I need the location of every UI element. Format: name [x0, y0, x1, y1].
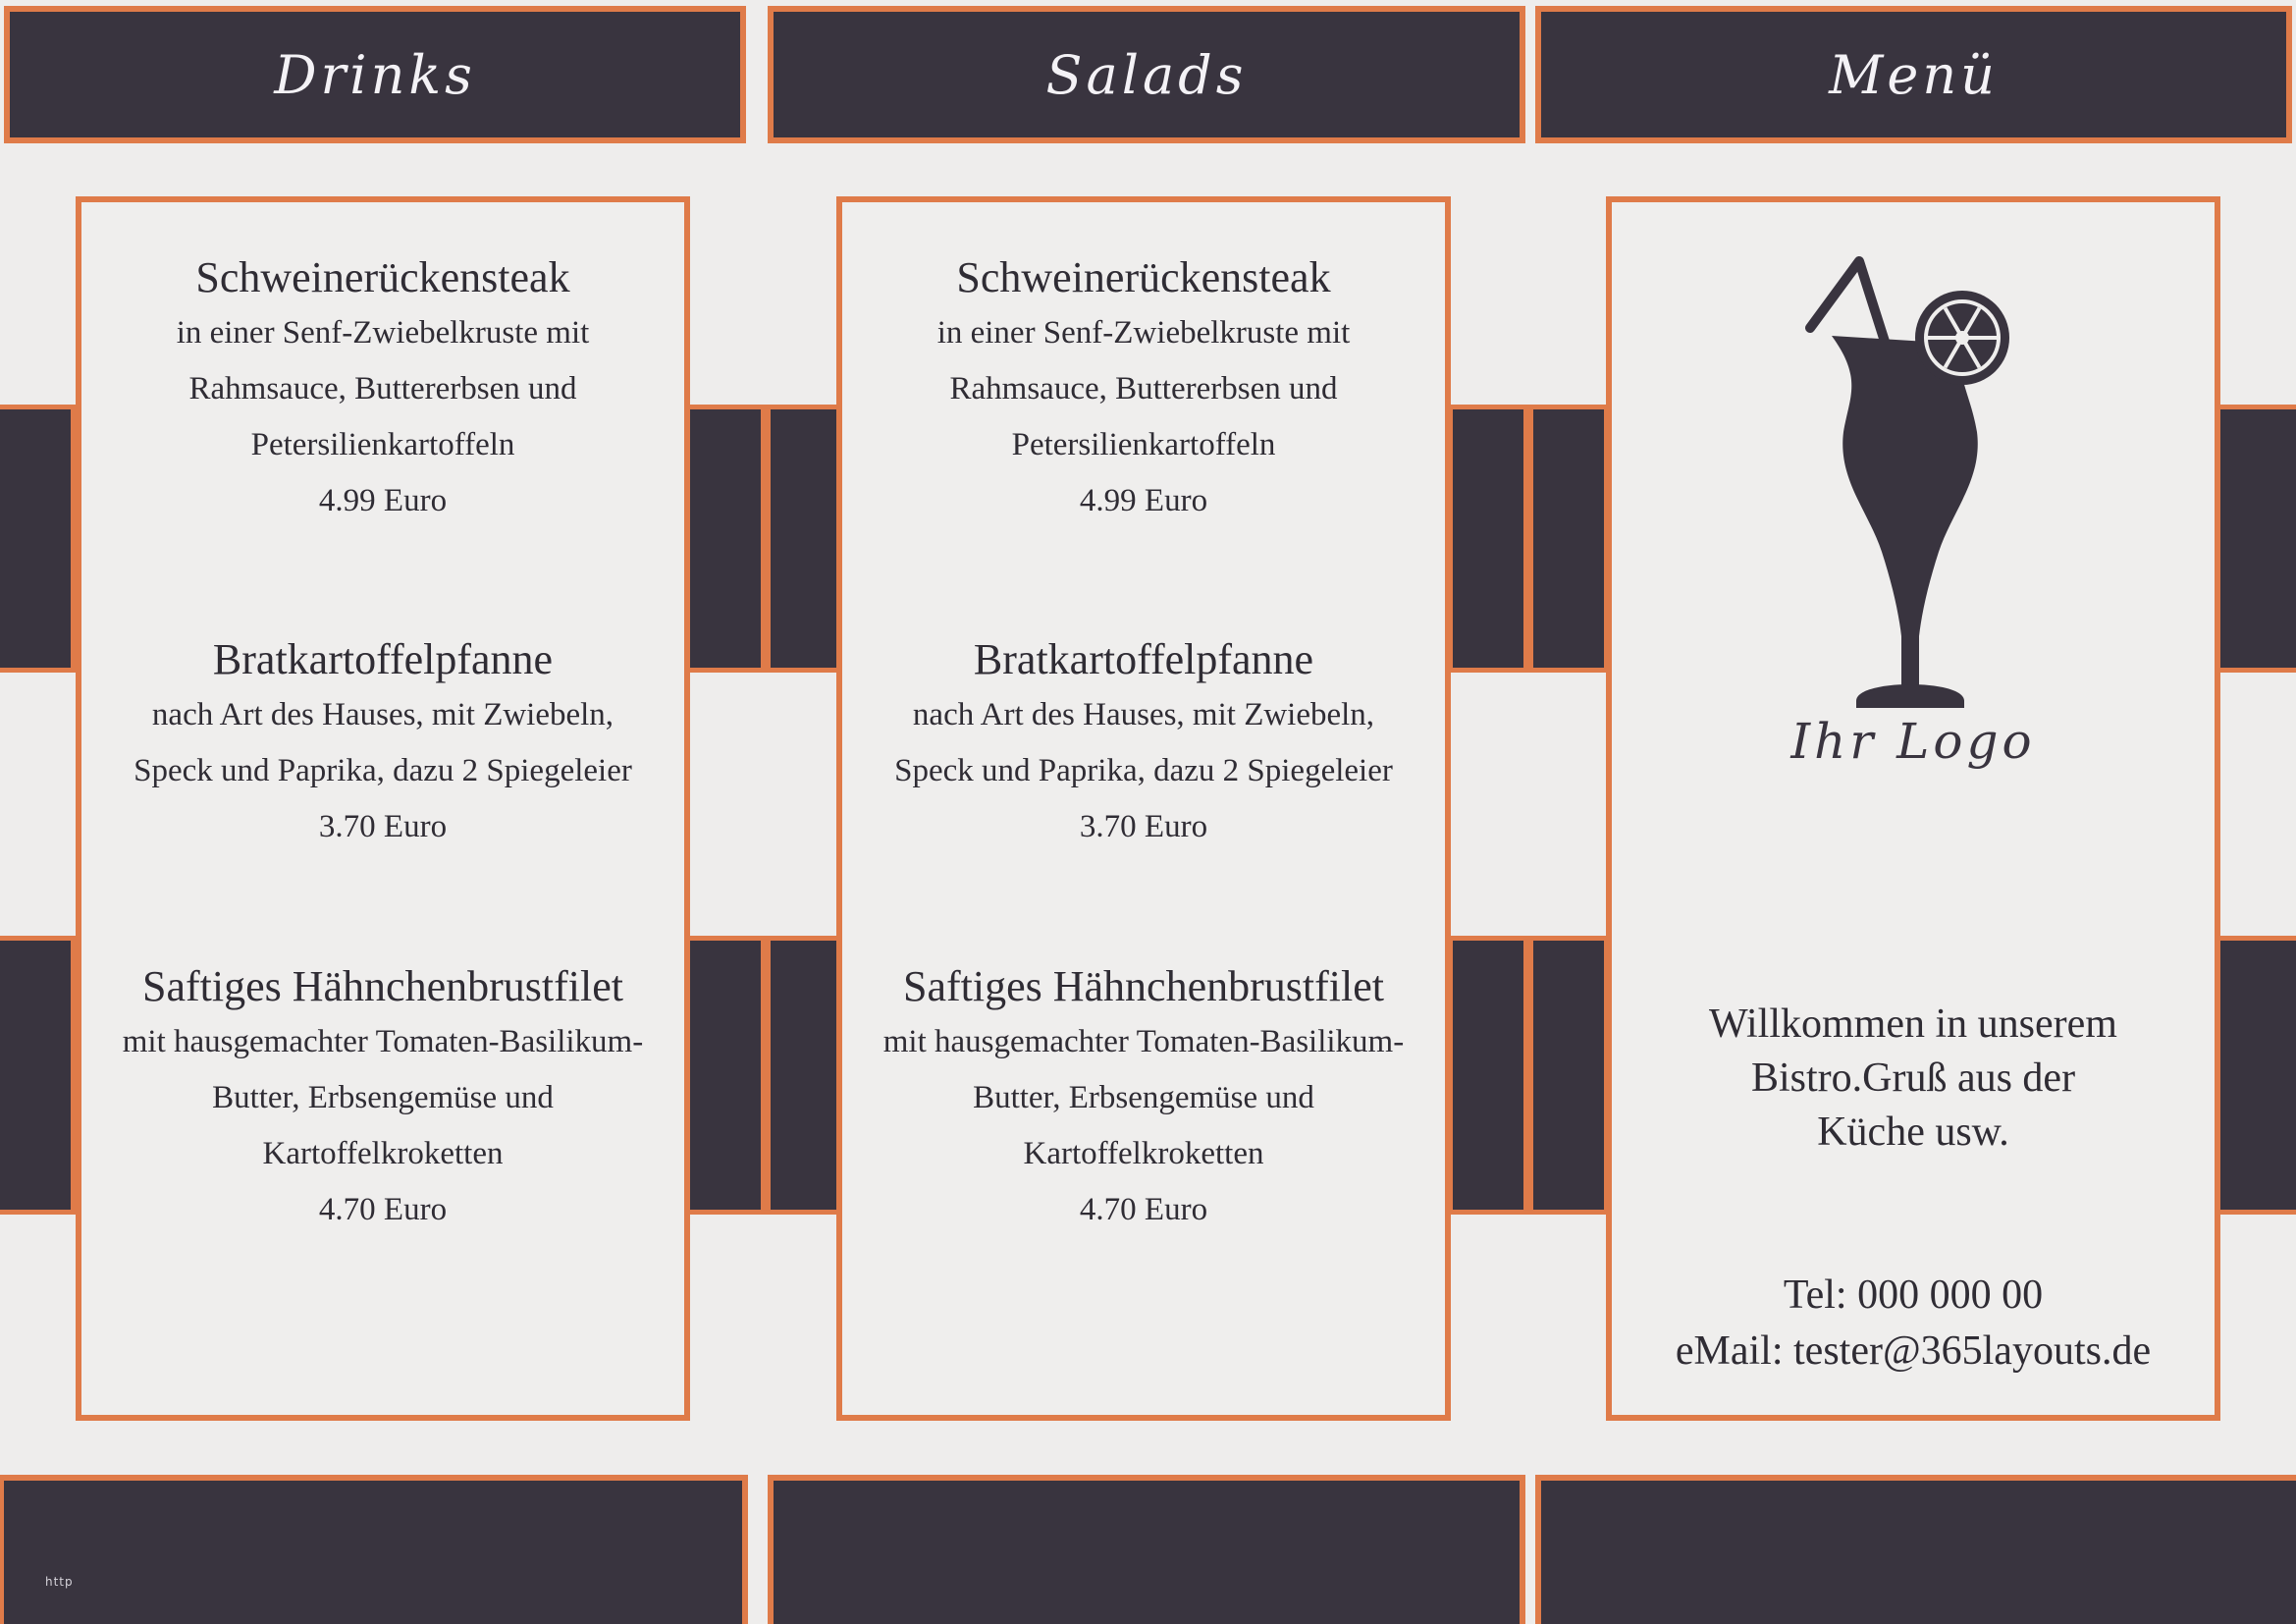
decor-block-right-edge-bottom [2214, 936, 2296, 1215]
welcome-line: Willkommen in unserem [1709, 1001, 2117, 1047]
menu-panel-drinks [76, 196, 690, 1421]
menu-item-description: Kartoffelkroketten [1023, 1136, 1264, 1171]
menu-item [81, 958, 684, 1238]
decor-block-gap2-b-top [1528, 405, 1609, 673]
decor-block-gap1-b-bottom [766, 936, 846, 1215]
menu-item-title: Schweinerückensteak [195, 253, 570, 301]
email-address: eMail: tester@365layouts.de [1675, 1328, 2152, 1374]
menu-item [81, 249, 684, 529]
menu-item-price: 4.70 Euro [1079, 1192, 1208, 1227]
footer-bar-left [0, 1475, 748, 1624]
watermark-text: http [45, 1575, 74, 1589]
menu-item-description: Rahmsauce, Buttererbsen und [949, 371, 1338, 406]
menu-item-price: 4.99 Euro [1079, 483, 1208, 518]
footer-bar-middle [768, 1475, 1525, 1624]
menu-item-description: Kartoffelkroketten [262, 1136, 504, 1171]
menu-panel-salads [836, 196, 1451, 1421]
menu-item-description: in einer Senf-Zwiebelkruste mit [936, 315, 1351, 351]
decor-block-gap2-a-bottom [1448, 936, 1528, 1215]
decor-block-right-edge-top [2214, 405, 2296, 673]
decor-block-left-edge-top [0, 405, 76, 673]
menu-item-description: Butter, Erbsengemüse und [212, 1080, 554, 1115]
phone-number: Tel: 000 000 00 [1783, 1272, 2044, 1318]
menu-item-description: Speck und Paprika, dazu 2 Spiegeleier [133, 753, 632, 788]
menu-item-description: Rahmsauce, Buttererbsen und [188, 371, 577, 406]
header-label-menu: Menü [1829, 43, 1999, 106]
menu-item-title: Bratkartoffelpfanne [212, 635, 554, 683]
welcome-line: Küche usw. [1817, 1110, 2009, 1155]
menu-item-description: Butter, Erbsengemüse und [973, 1080, 1314, 1115]
menu-item-description: nach Art des Hauses, mit Zwiebeln, [912, 697, 1375, 732]
decor-block-gap2-a-top [1448, 405, 1528, 673]
cocktail-glass-icon [1802, 251, 2038, 713]
menu-item-description: Speck und Paprika, dazu 2 Spiegeleier [894, 753, 1393, 788]
header-bar-drinks [4, 6, 746, 143]
decor-block-gap1-a-bottom [685, 936, 766, 1215]
menu-item-description: nach Art des Hauses, mit Zwiebeln, [151, 697, 614, 732]
menu-item-description: Petersilienkartoffeln [1011, 427, 1276, 462]
menu-item-title: Saftiges Hähnchenbrustfilet [142, 962, 623, 1010]
footer-bar-right [1535, 1475, 2296, 1624]
menu-item-price: 3.70 Euro [318, 809, 448, 844]
menu-item-title: Schweinerückensteak [956, 253, 1331, 301]
decor-block-gap1-a-top [685, 405, 766, 673]
menu-item [842, 958, 1445, 1238]
menu-item-title: Saftiges Hähnchenbrustfilet [903, 962, 1384, 1010]
header-bar-menu [1535, 6, 2292, 143]
welcome-message [1612, 998, 2215, 1160]
menu-item [842, 631, 1445, 855]
menu-item [81, 631, 684, 855]
menu-item-title: Bratkartoffelpfanne [973, 635, 1314, 683]
welcome-line: Bistro.Gruß aus der [1750, 1056, 2076, 1101]
logo-placeholder-text: Ihr Logo [1790, 713, 2036, 770]
menu-item-description: in einer Senf-Zwiebelkruste mit [176, 315, 590, 351]
header-label-salads: Salads [1045, 43, 1248, 106]
decor-block-left-edge-bottom [0, 936, 76, 1215]
decor-block-gap1-b-top [766, 405, 846, 673]
header-label-drinks: Drinks [274, 43, 476, 106]
contact-info [1612, 1268, 2215, 1380]
menu-item-description: mit hausgemachter Tomaten-Basilikum- [882, 1024, 1405, 1059]
menu-item-description: Petersilienkartoffeln [250, 427, 515, 462]
menu-item-price: 4.99 Euro [318, 483, 448, 518]
menu-item-price: 3.70 Euro [1079, 809, 1208, 844]
decor-block-gap2-b-bottom [1528, 936, 1609, 1215]
menu-item [842, 249, 1445, 529]
header-bar-salads [768, 6, 1525, 143]
menu-item-price: 4.70 Euro [318, 1192, 448, 1227]
menu-item-description: mit hausgemachter Tomaten-Basilikum- [122, 1024, 644, 1059]
info-panel [1606, 196, 2220, 1421]
